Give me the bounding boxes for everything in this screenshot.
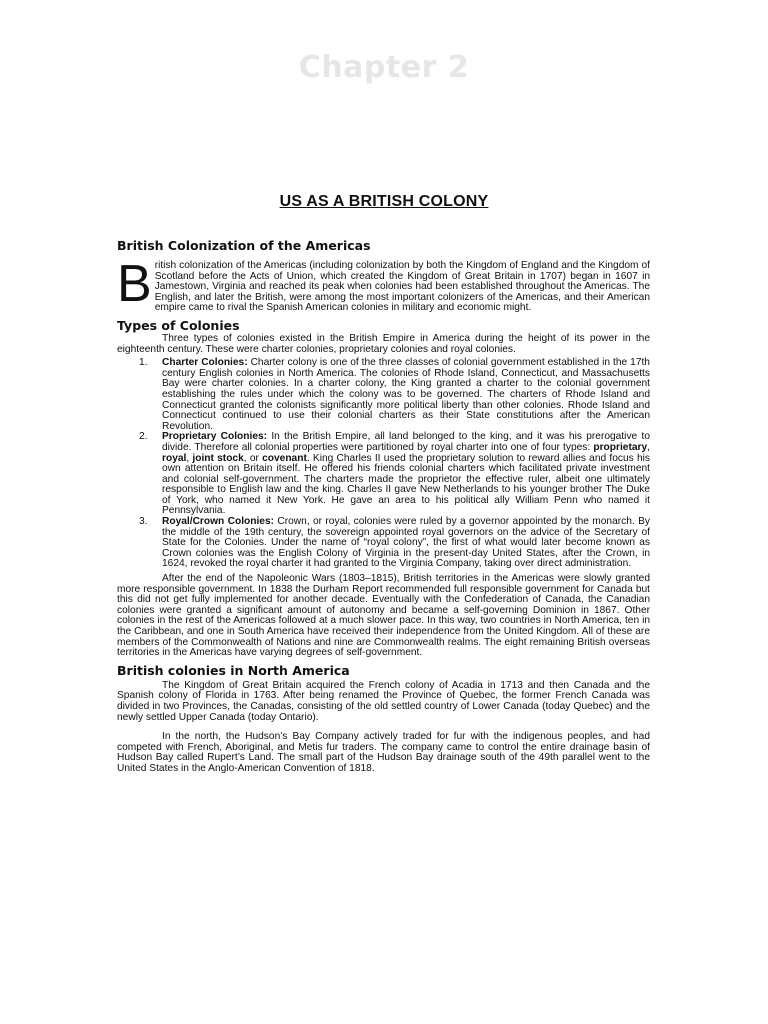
section-heading-colonization: British Colonization of the Americas — [117, 238, 371, 253]
separator: , or — [243, 452, 263, 464]
list-number: 3. — [139, 516, 148, 528]
list-item-label: Proprietary Colonies: — [162, 431, 268, 443]
term-joint-stock: joint stock — [192, 452, 244, 464]
list-item-label: Charter Colonies: — [162, 357, 248, 369]
north-america-paragraph-2: In the north, the Hudson’s Bay Company actively traded for fur with the indigenous peoples, and had competed with French, Aboriginal, and Metis fur traders. The company came to control the entire drainage basin of Hudson Bay called Rupert’s Land. The small part of the Hudson Bay drainage south of the 49th parallel went to the United States in the Anglo-American Convention of 1818. — [117, 731, 650, 774]
page-title: US AS A BRITISH COLONY — [279, 193, 489, 210]
section-heading-types: Types of Colonies — [117, 317, 240, 333]
document-body — [117, 238, 650, 775]
colonization-text: ritish colonization of the Americas (including colonization by both the Kingdom of England and the Kingdom of Scotland before the Acts of Union, which created the Kingdom of Great Britain in 1707) began in 1607 in Jamestown, Virginia and reached its peak when colonies had been established throughout the Americas. The English, and later the British, were among the most important colonizers of the Americas, and their American empire came to rival the Spanish American colonies in military and economic might. — [154, 260, 650, 314]
separator: , — [647, 441, 650, 453]
types-intro-paragraph: Three types of colonies existed in the British Empire in America during the height of its power in the eighteenth century. These were charter colonies, proprietary colonies and royal colonies. — [117, 332, 650, 355]
list-item-text: Crown, or royal, colonies were ruled by a governor appointed by the monarch. By the middle of the 19th century, the sovereign appointed royal governors on the advice of the Secretary of State for the Colonies. Under the name of “royal colony”, the first of what would later become known as Crown colonies was the English Colony of Virginia in the present-day United States, after the Crown, in 1624, revoked the royal charter it had granted to the Virginia Company, taking over direct administration. — [162, 516, 650, 570]
list-item-text: In the British Empire, all land belonged to the king, and it was his prerogative to divide. Therefore all colonial properties were partitioned by royal charter into one of four types: — [162, 431, 650, 453]
list-item-text-continued: . King Charles II used the proprietary solution to reward allies and focus his own attention on Britain itself. He offered his friends colonial charters which facilitated private investment and colonial self-government. The charters made the proprietor the effective ruler, albeit one ultimately responsible to English law and the king. Charles II gave New Netherlands to his younger brother The Duke of York, who named it New York. He gave an area to his political ally William Penn who named it Pennsylvania. — [162, 452, 650, 517]
section-heading-north-america: British colonies in North America — [117, 662, 350, 678]
list-number: 2. — [139, 431, 148, 443]
chapter-label: Chapter 2 — [298, 50, 470, 85]
list-item-body — [162, 432, 650, 517]
colonization-paragraph — [117, 255, 650, 314]
colony-types-list — [117, 358, 650, 570]
list-item-body — [162, 358, 650, 432]
list-item — [117, 358, 650, 432]
list-item — [117, 517, 650, 570]
list-item-label: Royal/Crown Colonies: — [162, 516, 275, 528]
north-america-paragraph-1: The Kingdom of Great Britain acquired the French colony of Acadia in 1713 and then Canada and the Spanish colony of Florida in 1763. After being renamed the Province of Quebec, the former French Canada was divided in two Provinces, the Canadas, consisting of the old settled country of Lower Canada (today Quebec) and the newly settled Upper Canada (today Ontario). — [117, 679, 650, 723]
napoleonic-paragraph: After the end of the Napoleonic Wars (1803–1815), British territories in the Americas were slowly granted more responsible government. In 1838 the Durham Report recommended full responsible government for Canada but this did not get fully implemented for another decade. Eventually with the Confederation of Canada, the Canadian colonies were granted a significant amount of autonomy and became a self-governing Dominion in 1867. Other colonies in the rest of the Americas followed at a much slower pace. In this way, two countries in North America, ten in the Caribbean, and one in South America have received their independence from the United Kingdom. All of these are members of the Commonwealth of Nations and nine are Commonwealth realms. The eight remaining British overseas territories in the Americas have varying degrees of self-government. — [117, 573, 650, 659]
term-royal: royal — [162, 452, 187, 464]
list-item — [117, 432, 650, 517]
list-item-body — [162, 517, 650, 570]
list-item-text: Charter colony is one of the three classes of colonial government established in the 17th century English colonies in North America. The colonies of Rhode Island, Connecticut, and Massachusetts Bay were charter colonies. In a charter colony, the King granted a charter to the colonial government establishing the rules under which the colony was to be governed. The charters of Rhode Island and Connecticut granted the colonists significantly more political liberty than other colonies. Rhode Island and Connecticut continued to use their colonial charters as their State constitutions after the American Revolution. — [162, 357, 650, 432]
term-covenant: covenant — [262, 452, 307, 464]
term-proprietary: proprietary — [593, 441, 648, 453]
separator: , — [186, 452, 193, 464]
drop-cap-letter: B — [117, 255, 152, 313]
list-number: 1. — [139, 357, 148, 369]
